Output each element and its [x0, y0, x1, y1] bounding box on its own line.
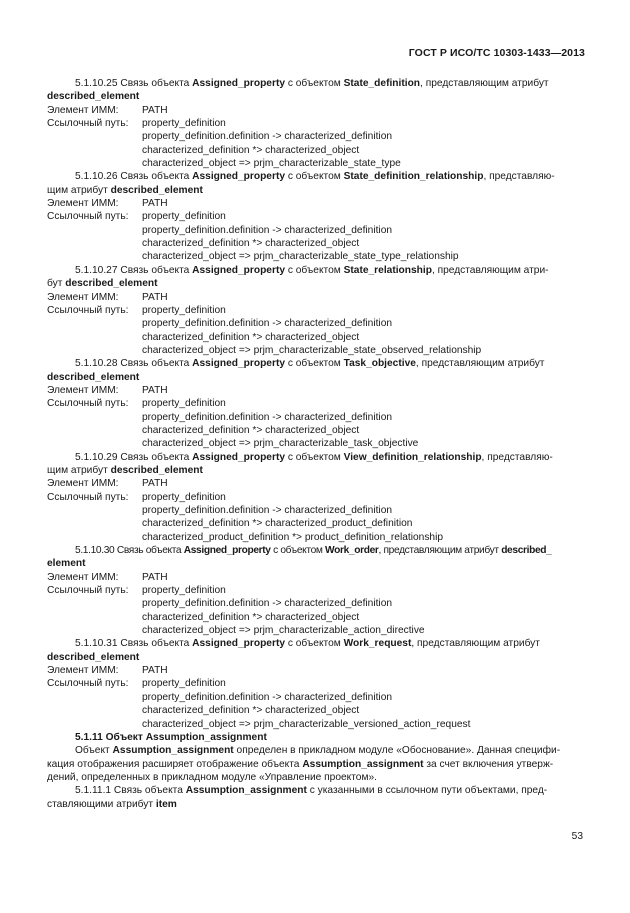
- paragraph-assumption-assignment: [47, 744, 587, 784]
- ref-path-line: characterized_definition *> characterized_object: [142, 611, 360, 623]
- section-title-line2: described_element: [47, 91, 140, 103]
- imm-row: Элемент ИММ: PATH: [47, 384, 168, 396]
- imm-row: Элемент ИММ: PATH: [47, 291, 168, 303]
- section-5-1-10-25: [47, 77, 587, 170]
- section-5-1-10-30: [47, 544, 587, 637]
- ref-path-line: property_definition.definition -> characterized_definition: [142, 411, 393, 423]
- paragraph-line: кация отображения расширяет отображение объекта Assumption_assignment за счет включения утверж-: [47, 758, 554, 770]
- ref-path-line: characterized_definition *> characterized_object: [142, 144, 360, 156]
- ref-path-line: characterized_object => prjm_characterizable_task_objective: [142, 438, 419, 450]
- imm-row: Элемент ИММ: PATH: [47, 198, 168, 210]
- section-title: 5.1.10.28 Связь объекта Assigned_property с объектом Task_objective, представляющим атрибут: [75, 358, 545, 370]
- page-number: 53: [571, 831, 583, 842]
- ref-path-row: Ссылочный путь: property_definition: [47, 304, 226, 316]
- section-title-line2: described_element: [47, 651, 140, 663]
- ref-path-row: Ссылочный путь: property_definition: [47, 678, 226, 690]
- section-5-1-10-31: [47, 637, 587, 730]
- imm-row: Элемент ИММ: PATH: [47, 571, 168, 583]
- document-header: ГОСТ Р ИСО/ТС 10303-1433—2013: [408, 47, 585, 59]
- ref-path-line: characterized_object => prjm_characterizable_state_observed_relationship: [142, 344, 482, 356]
- ref-path-line: property_definition.definition -> characterized_definition: [142, 505, 393, 516]
- section-title: 5.1.10.31 Связь объекта Assigned_property с объектом Work_request, представляющим атрибут: [75, 638, 540, 650]
- section-title: 5.1.10.25 Связь объекта Assigned_property с объектом State_definition, представляющим атрибут: [75, 78, 549, 89]
- ref-path-line: property_definition.definition -> characterized_definition: [142, 318, 393, 330]
- ref-path-line: characterized_definition *> characterized_object: [142, 424, 360, 436]
- section-heading-5-1-11: 5.1.11 Объект Assumption_assignment: [75, 731, 267, 743]
- ref-path-line: property_definition.definition -> characterized_definition: [142, 224, 393, 236]
- section-title-line2: бут described_element: [47, 278, 158, 290]
- section-title: 5.1.10.30 Связь объекта Assigned_property с объектом Work_order, представляющим атрибут described_: [75, 545, 552, 557]
- section-5-1-10-29: [47, 451, 587, 544]
- section-title: 5.1.10.26 Связь объекта Assigned_property с объектом State_definition_relationship, представляю-: [75, 171, 555, 183]
- imm-row: Элемент ИММ: PATH: [47, 104, 168, 116]
- paragraph-line: Объект Assumption_assignment определен в прикладном модуле «Обоснование». Данная специфи-: [75, 745, 561, 757]
- ref-path-row: Ссылочный путь: property_definition: [47, 585, 226, 597]
- page-content: [47, 77, 587, 811]
- section-5-1-11-1: [47, 784, 587, 811]
- ref-path-line: property_definition.definition -> characterized_definition: [142, 131, 393, 143]
- ref-path-line: characterized_product_definition *> product_definition_relationship: [142, 531, 444, 543]
- section-title-line2: щим атрибут described_element: [47, 464, 203, 476]
- ref-path-row: Ссылочный путь: property_definition: [47, 398, 226, 410]
- ref-path-line: characterized_definition *> characterized_object: [142, 238, 360, 250]
- section-title: 5.1.10.29 Связь объекта Assigned_property с объектом View_definition_relationship, представляю-: [75, 451, 553, 463]
- ref-path-line: characterized_object => prjm_characterizable_action_directive: [142, 625, 425, 637]
- ref-path-line: characterized_object => prjm_characterizable_state_type: [142, 158, 401, 170]
- ref-path-line: characterized_definition *> characterized_object: [142, 331, 360, 343]
- section-title: 5.1.11.1 Связь объекта Assumption_assignment с указанными в ссылочном пути объектами, пред-: [75, 785, 548, 797]
- ref-path-line: characterized_object => prjm_characterizable_state_type_relationship: [142, 251, 459, 263]
- ref-path-row: Ссылочный путь: property_definition: [47, 491, 226, 503]
- section-title-line2: ставляющими атрибут item: [47, 798, 177, 810]
- ref-path-line: property_definition.definition -> characterized_definition: [142, 691, 393, 703]
- imm-row: Элемент ИММ: PATH: [47, 478, 168, 490]
- ref-path-line: property_definition.definition -> characterized_definition: [142, 598, 393, 610]
- paragraph-line: дений, определенных в прикладном модуле «Управление проектом».: [47, 771, 377, 783]
- section-title-line2: described_element: [47, 371, 140, 383]
- ref-path-row: Ссылочный путь: property_definition: [47, 118, 226, 130]
- section-5-1-10-27: [47, 264, 587, 357]
- imm-row: Элемент ИММ: PATH: [47, 665, 168, 677]
- section-title: 5.1.10.27 Связь объекта Assigned_property с объектом State_relationship, представляющим атри-: [75, 264, 549, 276]
- ref-path-row: Ссылочный путь: property_definition: [47, 211, 226, 223]
- section-5-1-10-26: [47, 170, 587, 263]
- section-title-line2: element: [47, 558, 86, 570]
- section-title-line2: щим атрибут described_element: [47, 184, 203, 196]
- ref-path-line: characterized_definition *> characterized_object: [142, 705, 360, 717]
- ref-path-line: characterized_object => prjm_characterizable_versioned_action_request: [142, 718, 471, 730]
- section-5-1-10-28: [47, 357, 587, 450]
- ref-path-line: characterized_definition *> characterized_product_definition: [142, 518, 413, 530]
